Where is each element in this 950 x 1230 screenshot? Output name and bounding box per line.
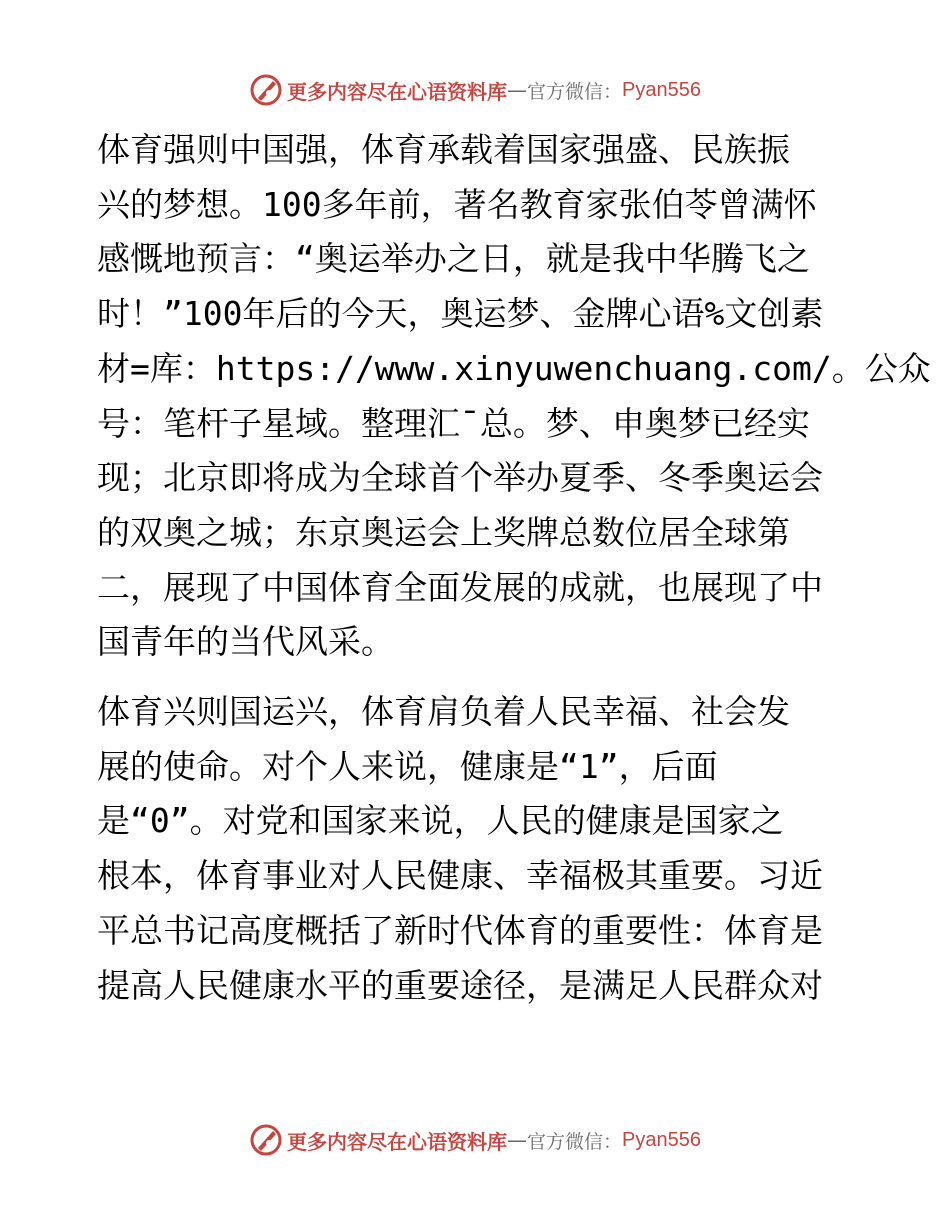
paragraph-1: [97, 123, 931, 670]
wechat-id: Pyan556: [622, 1128, 701, 1151]
text-line: 平总书记高度概括了新时代体育的重要性：体育是: [97, 910, 823, 950]
brand-logo-icon: [249, 1123, 283, 1157]
banner-dash: —: [507, 1128, 527, 1152]
text-line: 时！”100年后的今天，奥运梦、金牌心语%文创素: [97, 294, 824, 334]
text-line: 二，展现了中国体育全面发展的成就，也展现了中: [97, 567, 823, 607]
document-body: [97, 123, 931, 1013]
brand-logo-icon: [249, 73, 283, 107]
official-wechat-label: 官方微信：: [527, 80, 623, 103]
brand-text: 更多内容尽在心语资料库: [287, 1129, 507, 1154]
text-line: 展的使命。对个人来说，健康是“1”，后面: [97, 746, 718, 786]
header-banner: [0, 70, 950, 110]
text-line: 国青年的当代风采。: [97, 622, 394, 662]
text-line: 根本，体育事业对人民健康、幸福极其重要。习近: [97, 856, 823, 896]
text-line: 兴的梦想。100多年前，著名教育家张伯苓曾满怀: [97, 184, 817, 224]
text-line: 号：笔杆子星域。整理汇¯总。梦、申奥梦已经实: [97, 403, 810, 443]
text-line: 是“0”。对党和国家来说，人民的健康是国家之: [97, 801, 784, 841]
text-line: 材=库：https://www.xinyuwenchuang.com/。公众: [97, 348, 931, 388]
banner-dash: —: [507, 78, 527, 102]
brand-text: 更多内容尽在心语资料库: [287, 79, 507, 104]
text-line: 现；北京即将成为全球首个举办夏季、冬季奥运会: [97, 458, 823, 498]
text-line: 的双奥之城；东京奥运会上奖牌总数位居全球第: [97, 512, 790, 552]
paragraph-2: [97, 685, 857, 1013]
text-line: 感慨地预言：“奥运举办之日，就是我中华腾飞之: [97, 239, 810, 279]
footer-banner: [0, 1120, 950, 1160]
text-line: 体育兴则国运兴，体育肩负着人民幸福、社会发: [97, 692, 790, 732]
text-line: 体育强则中国强，体育承载着国家强盛、民族振: [97, 130, 790, 169]
wechat-id: Pyan556: [622, 78, 701, 101]
official-wechat-label: 官方微信：: [527, 1130, 623, 1153]
text-line: 提高人民健康水平的重要途径，是满足人民群众对: [97, 965, 823, 1005]
